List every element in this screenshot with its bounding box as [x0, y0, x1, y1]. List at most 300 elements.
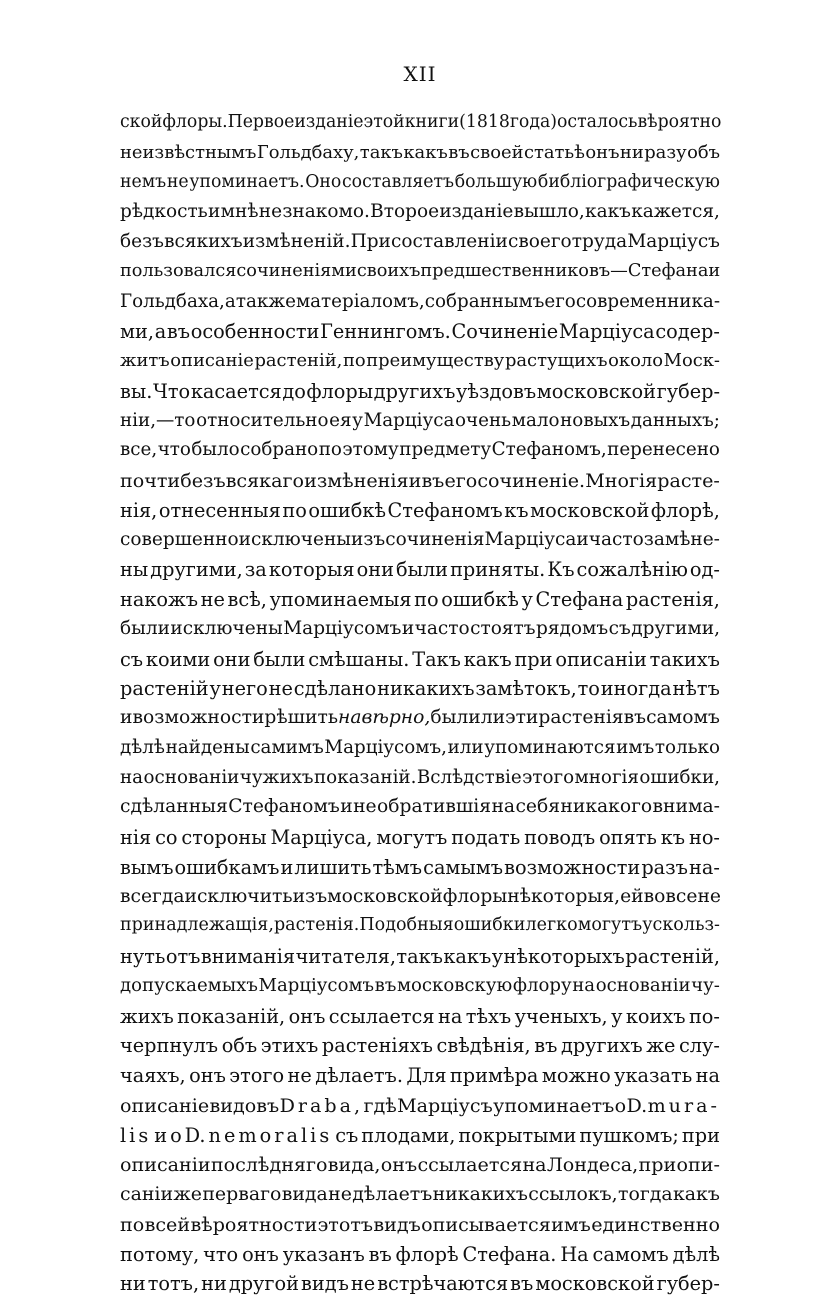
word: опи- — [676, 1153, 720, 1177]
word: тѣхъ — [465, 1004, 512, 1028]
word: Марціусомъ — [258, 974, 375, 996]
word: безъ — [180, 469, 226, 492]
word: ошибкѣ — [441, 588, 519, 611]
text-line — [120, 677, 720, 707]
word: указанъ — [282, 1242, 365, 1266]
word: почти — [120, 469, 181, 492]
word: въ — [374, 974, 397, 996]
word: опять — [599, 826, 657, 849]
word: многія — [574, 766, 639, 788]
word: въ — [166, 320, 191, 344]
text-line — [120, 1094, 720, 1124]
word: этого — [522, 766, 575, 788]
word: принадлежащія, — [120, 915, 274, 936]
word: видъ — [301, 1272, 349, 1296]
word: отъ — [165, 945, 201, 968]
word: никакого — [560, 796, 653, 818]
word: своего — [507, 231, 572, 252]
word: особенности — [190, 320, 320, 344]
word: библіографическую — [537, 171, 720, 192]
word: уѣздовъ — [456, 379, 537, 403]
word: растеній, — [254, 350, 343, 371]
word: Марціусъ — [397, 1093, 493, 1117]
word: мало — [511, 409, 560, 431]
word: очень — [455, 409, 512, 431]
word: коихъ — [625, 1004, 686, 1028]
word: не — [328, 1183, 352, 1205]
word: флорѣ — [395, 1242, 459, 1266]
word: потому, — [120, 1242, 200, 1266]
word: съ — [335, 1123, 359, 1147]
word: и — [576, 528, 589, 550]
word: вида — [281, 1183, 328, 1205]
word: ссылается — [417, 1153, 523, 1177]
word: смѣшаны. — [308, 647, 410, 671]
word: обратившія — [376, 796, 492, 818]
word: самимъ — [250, 736, 324, 758]
word: од- — [689, 558, 720, 582]
word: только — [654, 736, 720, 758]
word: составленіи — [391, 231, 508, 252]
word: такихъ — [649, 647, 720, 671]
word: lis — [120, 1123, 152, 1147]
text-line — [120, 201, 720, 231]
word: въ — [534, 1034, 558, 1058]
word: и — [120, 707, 133, 728]
word: ской — [120, 112, 163, 132]
word: разъ — [641, 855, 688, 879]
text-line — [120, 856, 720, 886]
word: Стефаномъ, — [491, 439, 607, 461]
word: ни — [120, 1272, 146, 1296]
word: ми, — [120, 320, 154, 344]
word: ея — [329, 409, 352, 431]
word: были — [395, 558, 449, 582]
word: мнѣ — [220, 201, 259, 223]
word: московской — [327, 885, 443, 907]
word: Гольдбаха, — [120, 290, 225, 312]
word: растенія — [538, 707, 624, 728]
text-line — [120, 618, 720, 648]
word: по — [414, 588, 439, 611]
word: своей — [470, 141, 524, 163]
word: растенія. — [273, 915, 360, 936]
word: ей — [620, 885, 644, 907]
word: вымъ — [120, 855, 174, 879]
word: указать — [614, 1064, 693, 1087]
word: всѣ, — [227, 588, 267, 611]
word: перваго — [202, 1183, 282, 1205]
text-line — [120, 1272, 720, 1302]
word: замѣтокъ, — [475, 677, 577, 701]
word: нія — [120, 826, 152, 849]
word: осталось — [557, 112, 638, 132]
word: нѣкоторыя, — [507, 885, 621, 907]
text-line — [120, 172, 720, 202]
word: какъ — [403, 141, 448, 163]
word: найдены — [165, 736, 250, 758]
word: на — [437, 1004, 463, 1028]
word: На — [560, 1242, 589, 1266]
word: онъ — [585, 141, 620, 163]
word: дѣлѣ — [120, 736, 165, 758]
word: исключены — [170, 617, 283, 639]
word: объ — [221, 1034, 258, 1058]
text-line — [120, 886, 720, 916]
word: свѣдѣнія, — [436, 1034, 531, 1058]
word: упоминаемыя — [269, 588, 412, 611]
word: ни — [201, 1272, 227, 1296]
word: растущихъ — [504, 350, 608, 371]
word: въ — [368, 1242, 392, 1266]
word: вы. — [120, 379, 153, 403]
word: сочиненіе. — [477, 469, 586, 492]
text-line — [120, 1213, 720, 1243]
word: всегда — [120, 885, 185, 907]
word: Вслѣдствіе — [416, 766, 522, 788]
word: о — [614, 1093, 627, 1117]
text-line — [120, 142, 720, 172]
word: другими, — [150, 558, 243, 582]
word: ссылается — [328, 1004, 435, 1028]
word: въ — [623, 707, 647, 728]
word: перенесено — [607, 439, 720, 461]
text-line — [120, 410, 720, 440]
text-line — [120, 767, 720, 797]
word: въ — [448, 141, 470, 163]
word: ошибкамъ — [174, 855, 280, 879]
word: по — [318, 439, 342, 461]
word: какъ — [585, 201, 631, 223]
word: же — [173, 1183, 202, 1205]
word: съ — [120, 647, 144, 671]
word: года) — [509, 112, 558, 132]
word: Лондеса, — [546, 1153, 639, 1177]
word: послѣдняго — [210, 1153, 328, 1177]
word: описаніе — [120, 1093, 210, 1117]
text-line — [120, 320, 720, 350]
word: описывается — [421, 1212, 551, 1236]
word: mura- — [647, 1093, 720, 1117]
word: около — [608, 350, 664, 371]
word: и — [280, 855, 294, 879]
word: этого — [229, 1064, 285, 1087]
word: показаній. — [314, 766, 417, 788]
text-line — [120, 529, 720, 559]
word: онъ — [189, 1064, 226, 1087]
word: не — [353, 796, 377, 818]
word: тѣмъ — [372, 855, 423, 879]
word: ніи,—то — [120, 409, 196, 431]
word: какъ — [463, 647, 512, 671]
word: стоятъ — [470, 617, 536, 639]
word: эти — [505, 707, 539, 728]
word: данныхъ; — [630, 409, 720, 431]
word: Оно — [305, 171, 342, 192]
word: на — [695, 1064, 720, 1087]
word: въ — [421, 469, 445, 492]
word: этотъ — [317, 1212, 374, 1236]
word: флоры — [442, 885, 508, 907]
word: при — [638, 1153, 677, 1177]
word: приняты. — [450, 558, 546, 582]
word: и — [408, 469, 422, 492]
word: ны — [120, 558, 149, 582]
word: пользовался — [120, 260, 237, 281]
word: растенія, — [625, 588, 720, 611]
word: показаній, — [177, 1004, 286, 1028]
word: преимуществу — [366, 350, 505, 371]
word: легко — [525, 915, 578, 936]
word: Къ — [547, 558, 575, 582]
word: ли — [480, 707, 506, 728]
word: при — [514, 647, 553, 671]
text-line — [120, 469, 720, 499]
word: не — [697, 885, 721, 907]
word: флоры — [306, 379, 374, 403]
word: описаніе — [170, 350, 254, 371]
word: ошибки — [453, 915, 526, 936]
word: можно — [541, 1064, 611, 1087]
word: этому — [342, 439, 399, 461]
word: единственно — [591, 1212, 720, 1236]
word: московскую — [396, 974, 513, 996]
word: всей — [144, 1212, 191, 1236]
word: часто — [414, 617, 470, 639]
word: растеній — [120, 677, 209, 701]
word: Марціусомъ — [283, 617, 402, 639]
word: нуть — [120, 945, 166, 968]
word: примѣра — [449, 1064, 539, 1087]
word: а — [154, 320, 167, 344]
word: часто — [588, 528, 644, 550]
word: другой — [228, 1272, 299, 1296]
word: и — [340, 796, 353, 818]
word: и — [708, 260, 721, 281]
word: подать — [451, 826, 521, 849]
body-text — [120, 112, 720, 1302]
word: вида, — [327, 1153, 381, 1177]
word: вниманія — [200, 945, 296, 968]
word: слу- — [678, 1034, 720, 1058]
word: и — [154, 1123, 168, 1147]
word: самомъ — [592, 1242, 669, 1266]
word: московской — [536, 379, 657, 403]
word: новыхъ — [560, 409, 631, 431]
word: житъ — [120, 350, 170, 371]
word: какъ — [443, 945, 492, 968]
word: нѣкоторыхъ — [503, 945, 625, 968]
word: растеній, — [625, 945, 720, 968]
text-line — [120, 1124, 720, 1154]
word: предмету — [399, 439, 492, 461]
word: по — [282, 498, 307, 522]
word: отнесенныя — [158, 498, 281, 522]
word: объ — [687, 141, 720, 163]
word: были — [120, 617, 170, 639]
text-line — [120, 975, 720, 1005]
word: тогда — [618, 1183, 673, 1205]
word: внима- — [652, 796, 720, 818]
word: было — [191, 439, 240, 461]
word: чу- — [691, 974, 720, 996]
word: о — [170, 1123, 182, 1147]
word: не — [200, 588, 225, 611]
word: ссылокъ, — [528, 1183, 618, 1205]
text-line — [120, 499, 720, 529]
word: у — [521, 588, 533, 611]
word: сдѣланныя — [120, 796, 228, 818]
word: D. — [626, 1093, 648, 1117]
word: онъ — [242, 1242, 279, 1266]
word: накожъ — [120, 588, 199, 611]
word: разу — [644, 141, 687, 163]
word: не — [350, 1272, 376, 1296]
word: поводъ — [524, 826, 596, 849]
word: большую — [454, 171, 538, 192]
word: были — [430, 707, 481, 728]
word: матеріаломъ, — [295, 290, 425, 312]
word: предшественниковъ—Стефана — [420, 260, 709, 281]
word: имъ — [616, 736, 655, 758]
word: что — [157, 439, 191, 461]
word: описаніи — [120, 1153, 211, 1177]
word: Моск- — [663, 350, 720, 371]
word: изъ — [351, 528, 386, 550]
word: флоры. — [162, 112, 228, 132]
word: на — [572, 974, 596, 996]
word: черпнулъ — [120, 1034, 219, 1058]
word: у — [352, 409, 363, 431]
word: также — [235, 290, 296, 312]
word: упоминаетъ — [493, 1093, 615, 1117]
text-line — [120, 350, 720, 380]
word: D. — [184, 1123, 206, 1147]
word: къ — [660, 826, 686, 849]
word: Что — [152, 379, 191, 403]
word: относительно — [196, 409, 329, 431]
word: они — [213, 647, 251, 671]
word: плодами, — [361, 1123, 456, 1147]
word: дѣлаетъ — [352, 1183, 433, 1205]
word: они — [356, 558, 394, 582]
word: Многія — [585, 469, 658, 492]
word: Стефаномъ — [387, 498, 503, 522]
word: лишить — [294, 855, 372, 879]
word: тотъ, — [147, 1272, 200, 1296]
word: современника- — [575, 290, 720, 312]
word: Стефана — [535, 588, 624, 611]
word: онъ — [288, 1004, 326, 1028]
word: навѣрно, — [338, 707, 431, 728]
word: до — [282, 379, 306, 403]
word: замѣне- — [643, 528, 720, 550]
word: измѣненій. — [242, 231, 351, 252]
text-line — [120, 1153, 720, 1183]
word: на — [491, 796, 516, 818]
word: въ — [510, 1272, 534, 1296]
word: всякаго — [225, 469, 304, 492]
word: содер- — [655, 320, 720, 344]
word: другими, — [631, 617, 720, 639]
word: то — [577, 677, 600, 701]
word: на- — [689, 855, 720, 879]
word: не — [258, 201, 283, 223]
word: Сочиненіе — [451, 320, 559, 344]
word: саніи — [120, 1183, 174, 1205]
word: всякихъ — [164, 231, 243, 252]
word: (1818 — [459, 112, 510, 132]
word: Подобныя — [359, 915, 454, 936]
word: другихъ — [373, 379, 456, 403]
word: на — [120, 766, 144, 788]
word: рѣдкость — [120, 201, 208, 223]
word: могутъ — [577, 915, 643, 936]
word: Марціусомъ, — [324, 736, 447, 758]
word: упоминаетъ. — [189, 171, 305, 192]
word: по — [342, 350, 366, 371]
text-line — [120, 588, 720, 618]
word: за — [244, 558, 267, 582]
word: у — [611, 1004, 623, 1028]
word: исключены — [238, 528, 352, 550]
word: и — [401, 617, 415, 639]
word: Стефана. — [462, 1242, 557, 1266]
word: статьѣ — [523, 141, 585, 163]
word: него — [221, 677, 268, 701]
word: дѣлѣ — [672, 1242, 720, 1266]
word: но- — [688, 826, 720, 849]
word: нія, — [120, 498, 158, 522]
word: стороны — [181, 826, 267, 849]
word: флорѣ, — [650, 498, 720, 522]
word: растеніяхъ — [321, 1034, 433, 1058]
word: у — [209, 677, 221, 701]
word: по — [120, 1212, 145, 1236]
word: допускаемыхъ — [120, 974, 258, 996]
word: покрытыми — [458, 1123, 577, 1147]
word: безъ — [120, 231, 164, 252]
word: вѣроятно — [637, 112, 722, 132]
word: никакихъ — [432, 1183, 528, 1205]
word: флору — [512, 974, 572, 996]
word: Второе — [370, 201, 440, 223]
word: книги — [404, 112, 460, 132]
text-line — [120, 796, 720, 826]
word: московской — [530, 498, 650, 522]
word: своихъ — [356, 260, 421, 281]
word: все, — [120, 439, 158, 461]
word: были — [253, 647, 306, 671]
word: При — [350, 231, 391, 252]
word: немъ — [120, 171, 167, 192]
word: ошибкѣ — [308, 498, 387, 522]
word: Марціуса — [363, 409, 455, 431]
word: губер- — [656, 1272, 720, 1296]
word: расте- — [657, 469, 720, 492]
word: Draba, — [279, 1093, 364, 1117]
word: исключить — [184, 885, 293, 907]
text-line — [120, 1064, 720, 1094]
word: сдѣлано — [293, 677, 377, 701]
word: собраннымъ — [424, 290, 545, 312]
word: возможности — [504, 855, 641, 879]
text-line — [120, 826, 720, 856]
word: изданіе — [439, 201, 514, 223]
word: Геннингомъ. — [320, 320, 451, 344]
word: совершенно — [120, 528, 239, 550]
word: или — [447, 736, 484, 758]
